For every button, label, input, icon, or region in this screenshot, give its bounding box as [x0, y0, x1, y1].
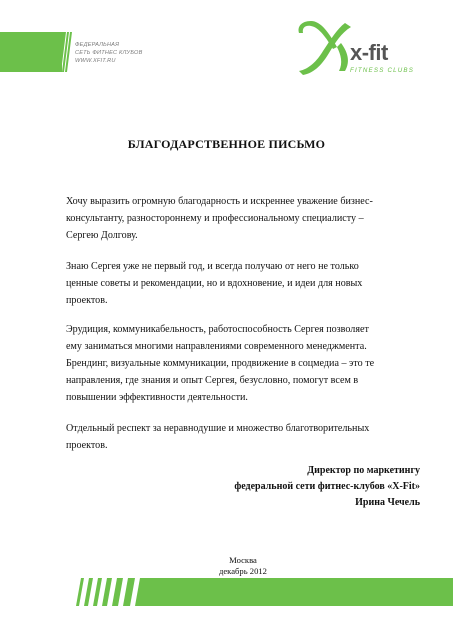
letter-title: БЛАГОДАРСТВЕННОЕ ПИСЬМО [127, 137, 326, 151]
network-website: WWW.XFIT.RU [75, 58, 116, 64]
paragraph-2 [66, 258, 416, 309]
network-line-2: СЕТЬ ФИТНЕС КЛУБОВ [75, 50, 143, 56]
paragraph-line: Хочу выразить огромную благодарность и искреннее уважение бизнес- [66, 196, 373, 207]
network-line-1: ФЕДЕРАЛЬНАЯ [75, 42, 120, 48]
paragraph-4 [66, 420, 416, 454]
place-date [0, 555, 453, 577]
signature-block [234, 463, 420, 511]
signature-organization: федеральной сети фитнес-клубов «X-Fit» [234, 481, 420, 492]
paragraph-line: консультанту, разностороннему и профессиональному специалисту – [66, 213, 364, 224]
paragraph-line: проектов. [66, 295, 108, 306]
footer-stripe-bar [75, 578, 453, 606]
paragraph-line: ему заниматься многими направлениями современного менеджмента. [66, 341, 367, 352]
signature-position: Директор по маркетингу [307, 465, 420, 476]
paragraph-1 [66, 193, 416, 244]
network-info [75, 41, 143, 65]
header-stripe-bar [0, 32, 72, 72]
paragraph-line: Брендинг, визуальные коммуникации, продвижение в соцмедиа – это те [66, 358, 375, 369]
paragraph-line: проектов. [66, 440, 108, 451]
place: Москва [229, 555, 257, 565]
paragraph-line: повышении эффективности деятельности. [66, 392, 248, 403]
paragraph-line: Знаю Сергея уже не первый год, и всегда получаю от него не только [66, 261, 359, 272]
paragraph-line: Эрудиция, коммуникабельность, работоспособность Сергея позволяет [66, 324, 369, 335]
paragraph-line: ценные советы и рекомендации, но и вдохновение, и идеи для новых [66, 278, 363, 289]
date: декабрь 2012 [219, 566, 267, 576]
paragraph-3 [66, 321, 416, 406]
paragraph-line: Отдельный респект за неравнодушие и множество благотворительных [66, 423, 370, 434]
signature-name: Ирина Чечель [355, 497, 420, 508]
paragraph-line: Сергею Долгову. [66, 230, 138, 241]
paragraph-line: направления, где знания и опыт Сергея, безусловно, помогут всем в [66, 375, 359, 386]
logo-subtitle: FITNESS CLUBS [350, 67, 415, 74]
logo-wordmark: x-fit [350, 40, 388, 65]
